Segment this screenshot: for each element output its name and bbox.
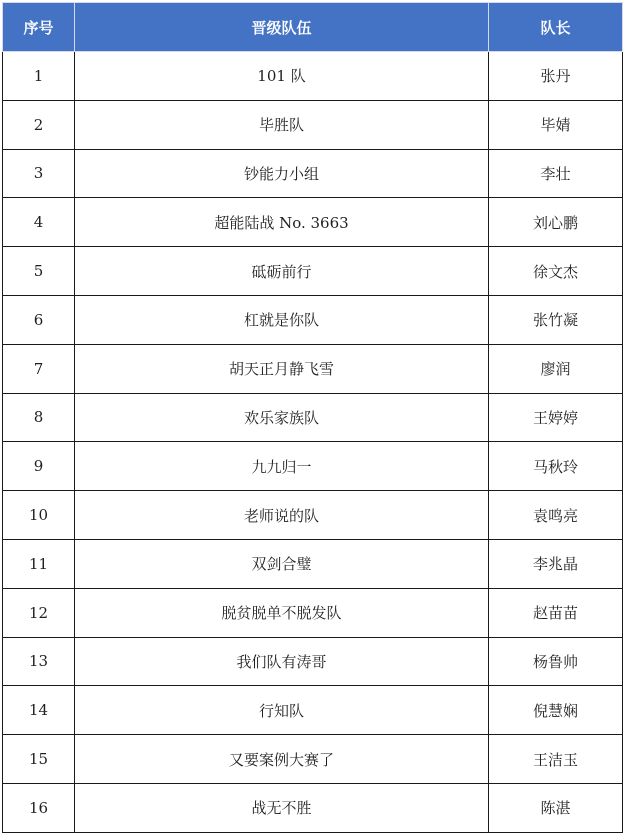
- row-team: 双剑合璧: [75, 539, 489, 588]
- row-index: 4: [3, 198, 75, 247]
- table-row: [3, 686, 623, 735]
- row-captain: 张丹: [489, 52, 623, 101]
- row-index: 11: [3, 539, 75, 588]
- row-index: 9: [3, 442, 75, 491]
- header-captain: 队长: [489, 3, 623, 52]
- row-team: 杠就是你队: [75, 295, 489, 344]
- row-index: 3: [3, 149, 75, 198]
- row-captain: 袁鸣亮: [489, 491, 623, 540]
- row-captain: 杨鲁帅: [489, 637, 623, 686]
- table-row: [3, 52, 623, 101]
- advancing-teams-table: [2, 2, 623, 833]
- row-index: 7: [3, 344, 75, 393]
- table-row: [3, 539, 623, 588]
- row-index: 12: [3, 588, 75, 637]
- table-row: [3, 442, 623, 491]
- row-captain: 倪慧娴: [489, 686, 623, 735]
- row-team: 脱贫脱单不脱发队: [75, 588, 489, 637]
- table-row: [3, 783, 623, 832]
- header-team: 晋级队伍: [75, 3, 489, 52]
- row-team: 胡天正月静飞雪: [75, 344, 489, 393]
- row-captain: 马秋玲: [489, 442, 623, 491]
- row-team: 超能陆战 No. 3663: [75, 198, 489, 247]
- row-captain: 王婷婷: [489, 393, 623, 442]
- table-header: [3, 3, 623, 52]
- row-team: 我们队有涛哥: [75, 637, 489, 686]
- row-captain: 廖润: [489, 344, 623, 393]
- table-row: [3, 491, 623, 540]
- row-captain: 李壮: [489, 149, 623, 198]
- row-index: 2: [3, 100, 75, 149]
- row-index: 6: [3, 295, 75, 344]
- table-row: [3, 735, 623, 784]
- row-index: 13: [3, 637, 75, 686]
- row-index: 1: [3, 52, 75, 101]
- table-row: [3, 198, 623, 247]
- row-team: 老师说的队: [75, 491, 489, 540]
- table-row: [3, 295, 623, 344]
- table-body: [3, 52, 623, 833]
- row-captain: 陈湛: [489, 783, 623, 832]
- row-captain: 毕婧: [489, 100, 623, 149]
- header-row: [3, 3, 623, 52]
- row-index: 8: [3, 393, 75, 442]
- row-team: 钞能力小组: [75, 149, 489, 198]
- row-team: 欢乐家族队: [75, 393, 489, 442]
- table-row: [3, 247, 623, 296]
- row-team: 毕胜队: [75, 100, 489, 149]
- table-row: [3, 588, 623, 637]
- table-row: [3, 100, 623, 149]
- row-index: 15: [3, 735, 75, 784]
- row-team: 行知队: [75, 686, 489, 735]
- row-index: 10: [3, 491, 75, 540]
- row-captain: 张竹凝: [489, 295, 623, 344]
- table-row: [3, 637, 623, 686]
- row-captain: 徐文杰: [489, 247, 623, 296]
- table-row: [3, 149, 623, 198]
- row-captain: 王洁玉: [489, 735, 623, 784]
- row-team: 101 队: [75, 52, 489, 101]
- table-row: [3, 344, 623, 393]
- row-team: 砥砺前行: [75, 247, 489, 296]
- row-team: 又要案例大赛了: [75, 735, 489, 784]
- row-index: 14: [3, 686, 75, 735]
- row-team: 战无不胜: [75, 783, 489, 832]
- row-index: 16: [3, 783, 75, 832]
- row-captain: 赵苗苗: [489, 588, 623, 637]
- row-team: 九九归一: [75, 442, 489, 491]
- row-captain: 刘心鹏: [489, 198, 623, 247]
- row-captain: 李兆晶: [489, 539, 623, 588]
- row-index: 5: [3, 247, 75, 296]
- header-index: 序号: [3, 3, 75, 52]
- table-row: [3, 393, 623, 442]
